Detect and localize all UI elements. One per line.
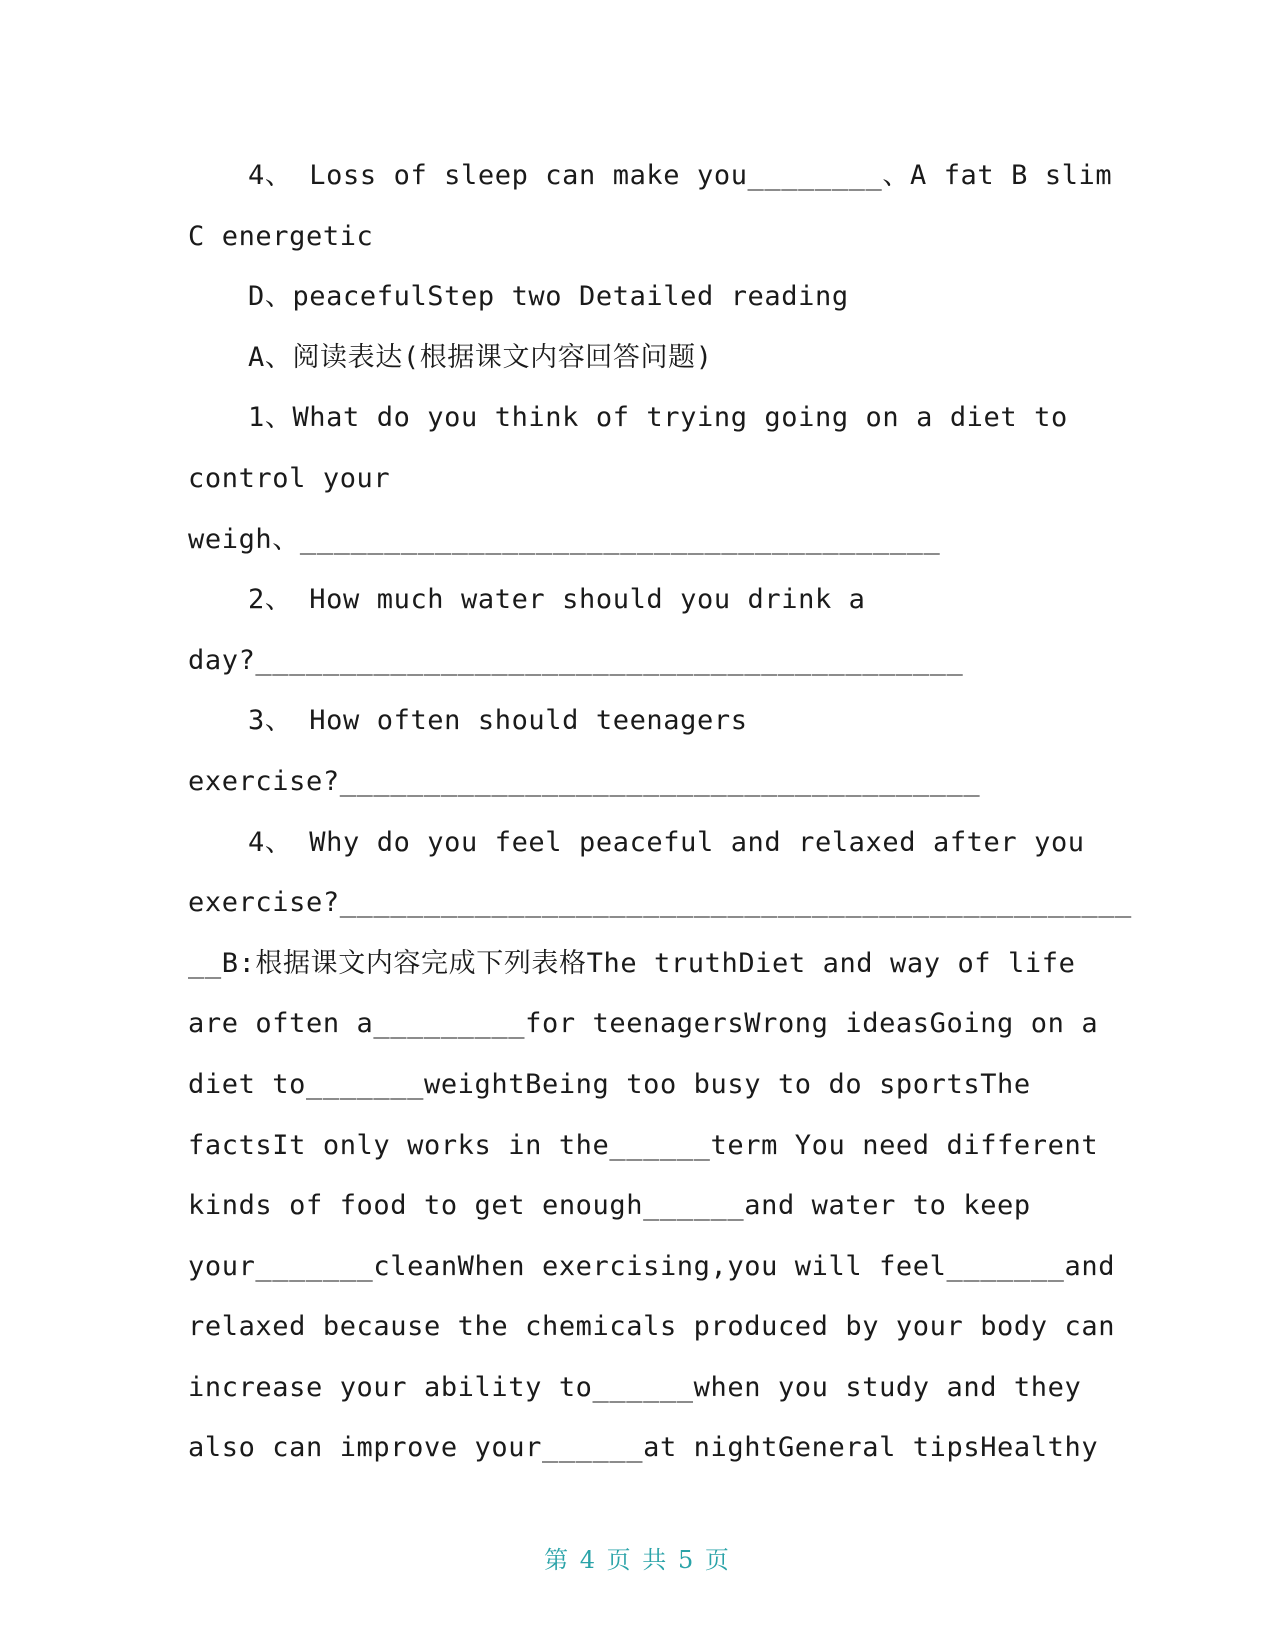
text-line: exercise?_______________________________________________ <box>188 887 1132 919</box>
text-line: 1、What do you think of trying going on a diet to <box>248 402 1068 434</box>
text-line: exercise?______________________________________ <box>188 765 981 797</box>
text-line: A、阅读表达(根据课文内容回答问题) <box>248 341 713 373</box>
text-line: C energetic <box>188 220 374 252</box>
text-line: weigh、______________________________________ <box>188 523 941 555</box>
text-line: 2、 How much water should you drink a <box>248 584 866 616</box>
text-line: kinds of food to get enough______and water to keep <box>188 1190 1031 1222</box>
document-body <box>188 146 1132 1479</box>
text-line: are often a_________for teenagersWrong ideasGoing on a <box>188 1008 1099 1040</box>
text-line: D、peacefulStep two Detailed reading <box>248 281 849 313</box>
text-line: relaxed because the chemicals produced by your body can <box>188 1311 1116 1343</box>
text-line: also can improve your______at nightGeneral tipsHealthy <box>188 1432 1099 1464</box>
page-footer: 第 4 页 共 5 页 <box>544 1546 731 1574</box>
text-line: __B:根据课文内容完成下列表格The truthDiet and way of life <box>188 947 1076 979</box>
text-line: 3、 How often should teenagers <box>248 705 748 737</box>
text-line: 4、 Why do you feel peaceful and relaxed after you <box>248 826 1085 858</box>
text-line: control your <box>188 462 391 494</box>
text-line: day?__________________________________________ <box>188 644 964 676</box>
text-line: increase your ability to______when you study and they <box>188 1371 1082 1403</box>
text-line: diet to_______weightBeing too busy to do sportsThe <box>188 1068 1031 1100</box>
text-line: your_______cleanWhen exercising,you will feel_______and <box>188 1250 1116 1282</box>
text-line: 4、 Loss of sleep can make you________、A fat B slim <box>248 160 1113 191</box>
text-line: factsIt only works in the______term You need different <box>188 1129 1099 1161</box>
